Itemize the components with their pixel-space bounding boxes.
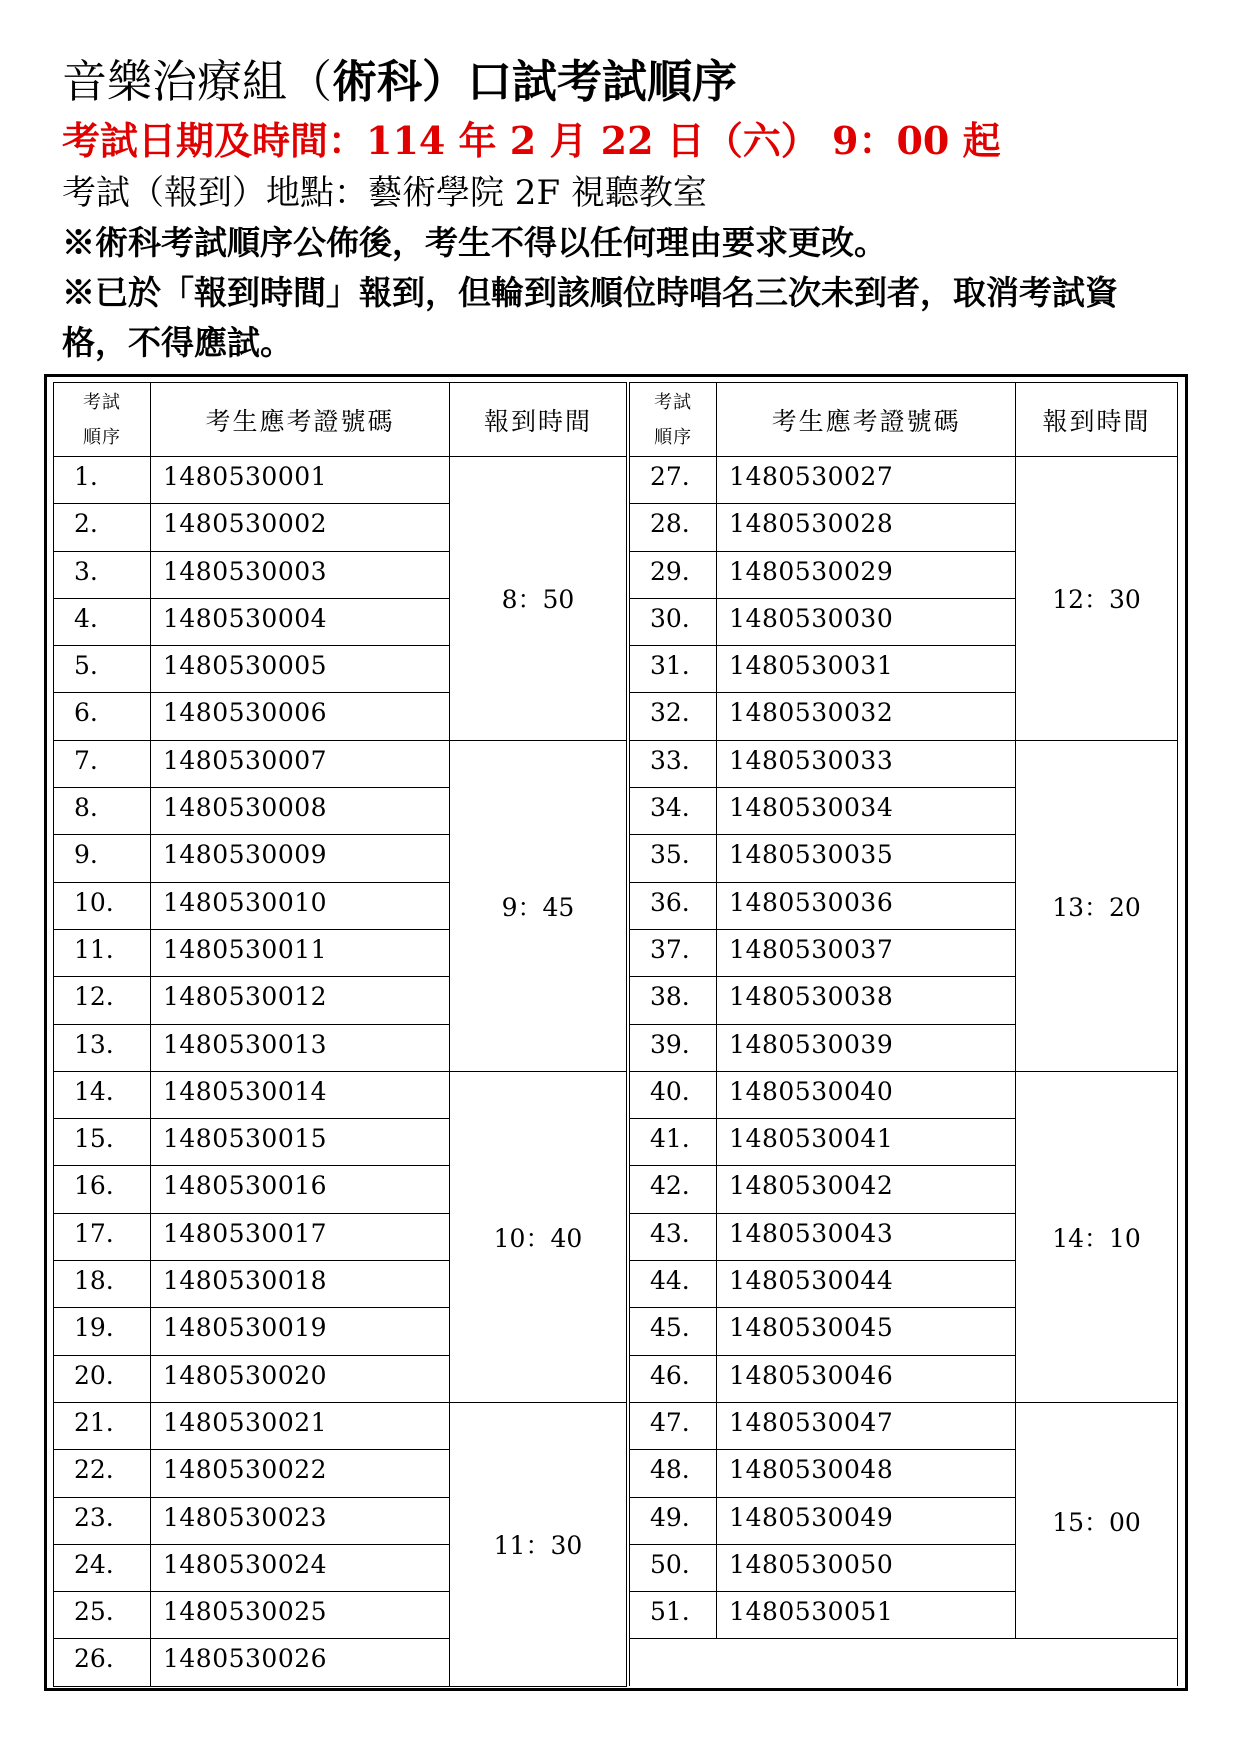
table-row bbox=[630, 740, 1178, 787]
exam-order-cell: 3. bbox=[54, 551, 151, 598]
admission-number-cell: 1480530038 bbox=[717, 977, 1016, 1024]
exam-order-cell: 6. bbox=[54, 693, 151, 740]
exam-order-cell: 33. bbox=[630, 740, 717, 787]
exam-order-cell: 30. bbox=[630, 598, 717, 645]
exam-order-cell: 21. bbox=[54, 1402, 151, 1449]
exam-order-cell: 49. bbox=[630, 1497, 717, 1544]
admission-number-cell: 1480530015 bbox=[151, 1119, 450, 1166]
title-bold-part: 術科 bbox=[332, 55, 423, 108]
admission-number-cell: 1480530033 bbox=[717, 740, 1016, 787]
table-header-row bbox=[54, 383, 627, 457]
admission-number-cell: 1480530046 bbox=[717, 1355, 1016, 1402]
admission-number-cell: 1480530048 bbox=[717, 1450, 1016, 1497]
admission-number-cell: 1480530049 bbox=[717, 1497, 1016, 1544]
page-title bbox=[62, 52, 1182, 114]
admission-number-cell: 1480530030 bbox=[717, 598, 1016, 645]
exam-order-cell: 11. bbox=[54, 929, 151, 976]
exam-order-cell: 50. bbox=[630, 1544, 717, 1591]
check-in-time-cell: 8：50 bbox=[449, 457, 626, 741]
admission-number-cell: 1480530005 bbox=[151, 646, 450, 693]
exam-order-cell: 14. bbox=[54, 1071, 151, 1118]
admission-number-cell: 1480530016 bbox=[151, 1166, 450, 1213]
admission-number-cell: 1480530014 bbox=[151, 1071, 450, 1118]
exam-order-cell: 39. bbox=[630, 1024, 717, 1071]
check-in-time-cell: 9：45 bbox=[449, 740, 626, 1071]
admission-number-cell: 1480530051 bbox=[717, 1592, 1016, 1639]
table-row bbox=[54, 740, 627, 787]
exam-order-cell: 31. bbox=[630, 646, 717, 693]
admission-number-cell: 1480530026 bbox=[151, 1639, 450, 1686]
title-part-2: ）口試考試順序 bbox=[422, 55, 738, 108]
exam-order-cell: 25. bbox=[54, 1592, 151, 1639]
exam-order-cell: 8. bbox=[54, 788, 151, 835]
exam-order-cell: 48. bbox=[630, 1450, 717, 1497]
header-seq: 考試 順序 bbox=[630, 383, 717, 457]
exam-order-cell: 40. bbox=[630, 1071, 717, 1118]
exam-order-cell: 22. bbox=[54, 1450, 151, 1497]
exam-order-cell: 17. bbox=[54, 1213, 151, 1260]
exam-order-cell: 29. bbox=[630, 551, 717, 598]
notice-absence: ※已於「報到時間」報到，但輪到該順位時唱名三次未到者，取消考試資格，不得應試。 bbox=[62, 273, 1118, 362]
admission-number-cell: 1480530032 bbox=[717, 693, 1016, 740]
admission-number-cell: 1480530019 bbox=[151, 1308, 450, 1355]
exam-order-cell: 10. bbox=[54, 882, 151, 929]
table-row bbox=[54, 1402, 627, 1449]
header-number: 考生應考證號碼 bbox=[151, 383, 450, 457]
admission-number-cell: 1480530002 bbox=[151, 504, 450, 551]
exam-order-cell: 38. bbox=[630, 977, 717, 1024]
exam-order-cell: 41. bbox=[630, 1119, 717, 1166]
exam-order-cell: 37. bbox=[630, 929, 717, 976]
admission-number-cell: 1480530003 bbox=[151, 551, 450, 598]
exam-location-line: 考試（報到）地點：藝術學院 2F 視聽教室 bbox=[62, 173, 707, 213]
schedule-table-right bbox=[629, 382, 1178, 1686]
exam-order-cell: 16. bbox=[54, 1166, 151, 1213]
exam-order-cell: 2. bbox=[54, 504, 151, 551]
exam-order-cell: 34. bbox=[630, 788, 717, 835]
exam-order-cell: 35. bbox=[630, 835, 717, 882]
table-row bbox=[630, 457, 1178, 504]
schedule-table-left bbox=[53, 382, 627, 1687]
admission-number-cell: 1480530013 bbox=[151, 1024, 450, 1071]
exam-order-cell: 4. bbox=[54, 598, 151, 645]
check-in-time-cell: 11：30 bbox=[449, 1402, 626, 1686]
exam-order-cell: 44. bbox=[630, 1261, 717, 1308]
header-time: 報到時間 bbox=[449, 383, 626, 457]
exam-order-cell: 26. bbox=[54, 1639, 151, 1686]
admission-number-cell: 1480530020 bbox=[151, 1355, 450, 1402]
exam-order-cell: 42. bbox=[630, 1166, 717, 1213]
exam-order-cell: 23. bbox=[54, 1497, 151, 1544]
admission-number-cell: 1480530012 bbox=[151, 977, 450, 1024]
admission-number-cell: 1480530047 bbox=[717, 1402, 1016, 1449]
exam-order-cell: 12. bbox=[54, 977, 151, 1024]
admission-number-cell: 1480530031 bbox=[717, 646, 1016, 693]
admission-number-cell: 1480530043 bbox=[717, 1213, 1016, 1260]
admission-number-cell: 1480530042 bbox=[717, 1166, 1016, 1213]
empty-row bbox=[630, 1639, 1178, 1686]
table-row bbox=[54, 457, 627, 504]
admission-number-cell: 1480530034 bbox=[717, 788, 1016, 835]
check-in-time-cell: 15：00 bbox=[1016, 1402, 1178, 1638]
admission-number-cell: 1480530025 bbox=[151, 1592, 450, 1639]
exam-order-cell: 9. bbox=[54, 835, 151, 882]
admission-number-cell: 1480530021 bbox=[151, 1402, 450, 1449]
document-header bbox=[62, 52, 1182, 368]
exam-order-cell: 51. bbox=[630, 1592, 717, 1639]
admission-number-cell: 1480530024 bbox=[151, 1544, 450, 1591]
exam-order-cell: 19. bbox=[54, 1308, 151, 1355]
admission-number-cell: 1480530029 bbox=[717, 551, 1016, 598]
admission-number-cell: 1480530017 bbox=[151, 1213, 450, 1260]
title-part-1: 音樂治療組（ bbox=[62, 55, 333, 108]
admission-number-cell: 1480530004 bbox=[151, 598, 450, 645]
exam-order-cell: 20. bbox=[54, 1355, 151, 1402]
admission-number-cell: 1480530045 bbox=[717, 1308, 1016, 1355]
admission-number-cell: 1480530044 bbox=[717, 1261, 1016, 1308]
admission-number-cell: 1480530039 bbox=[717, 1024, 1016, 1071]
exam-order-cell: 27. bbox=[630, 457, 717, 504]
admission-number-cell: 1480530001 bbox=[151, 457, 450, 504]
exam-order-cell: 18. bbox=[54, 1261, 151, 1308]
check-in-time-cell: 13：20 bbox=[1016, 740, 1178, 1071]
header-number: 考生應考證號碼 bbox=[717, 383, 1016, 457]
admission-number-cell: 1480530050 bbox=[717, 1544, 1016, 1591]
schedule-frame bbox=[44, 374, 1188, 1691]
admission-number-cell: 1480530011 bbox=[151, 929, 450, 976]
exam-order-cell: 24. bbox=[54, 1544, 151, 1591]
exam-order-cell: 46. bbox=[630, 1355, 717, 1402]
exam-order-cell: 47. bbox=[630, 1402, 717, 1449]
admission-number-cell: 1480530022 bbox=[151, 1450, 450, 1497]
table-row bbox=[630, 1071, 1178, 1118]
admission-number-cell: 1480530010 bbox=[151, 882, 450, 929]
admission-number-cell: 1480530027 bbox=[717, 457, 1016, 504]
check-in-time-cell: 14：10 bbox=[1016, 1071, 1178, 1402]
admission-number-cell: 1480530041 bbox=[717, 1119, 1016, 1166]
exam-order-cell: 32. bbox=[630, 693, 717, 740]
exam-date-line: 考試日期及時間：114 年 2 月 22 日（六） 9：00 起 bbox=[62, 118, 1001, 163]
admission-number-cell: 1480530008 bbox=[151, 788, 450, 835]
empty-cell bbox=[630, 1639, 1178, 1686]
admission-number-cell: 1480530023 bbox=[151, 1497, 450, 1544]
exam-order-cell: 15. bbox=[54, 1119, 151, 1166]
notice-no-change: ※術科考試順序公佈後，考生不得以任何理由要求更改。 bbox=[62, 223, 887, 262]
table-header-row bbox=[630, 383, 1178, 457]
exam-order-cell: 5. bbox=[54, 646, 151, 693]
header-time: 報到時間 bbox=[1016, 383, 1178, 457]
admission-number-cell: 1480530009 bbox=[151, 835, 450, 882]
admission-number-cell: 1480530037 bbox=[717, 929, 1016, 976]
check-in-time-cell: 10：40 bbox=[449, 1071, 626, 1402]
admission-number-cell: 1480530040 bbox=[717, 1071, 1016, 1118]
table-row bbox=[630, 1402, 1178, 1449]
exam-order-cell: 43. bbox=[630, 1213, 717, 1260]
exam-order-cell: 7. bbox=[54, 740, 151, 787]
admission-number-cell: 1480530007 bbox=[151, 740, 450, 787]
exam-order-cell: 45. bbox=[630, 1308, 717, 1355]
header-seq: 考試 順序 bbox=[54, 383, 151, 457]
admission-number-cell: 1480530018 bbox=[151, 1261, 450, 1308]
exam-order-cell: 1. bbox=[54, 457, 151, 504]
exam-order-cell: 28. bbox=[630, 504, 717, 551]
admission-number-cell: 1480530006 bbox=[151, 693, 450, 740]
exam-order-cell: 36. bbox=[630, 882, 717, 929]
exam-order-cell: 13. bbox=[54, 1024, 151, 1071]
check-in-time-cell: 12：30 bbox=[1016, 457, 1178, 741]
table-row bbox=[54, 1071, 627, 1118]
admission-number-cell: 1480530028 bbox=[717, 504, 1016, 551]
admission-number-cell: 1480530036 bbox=[717, 882, 1016, 929]
admission-number-cell: 1480530035 bbox=[717, 835, 1016, 882]
